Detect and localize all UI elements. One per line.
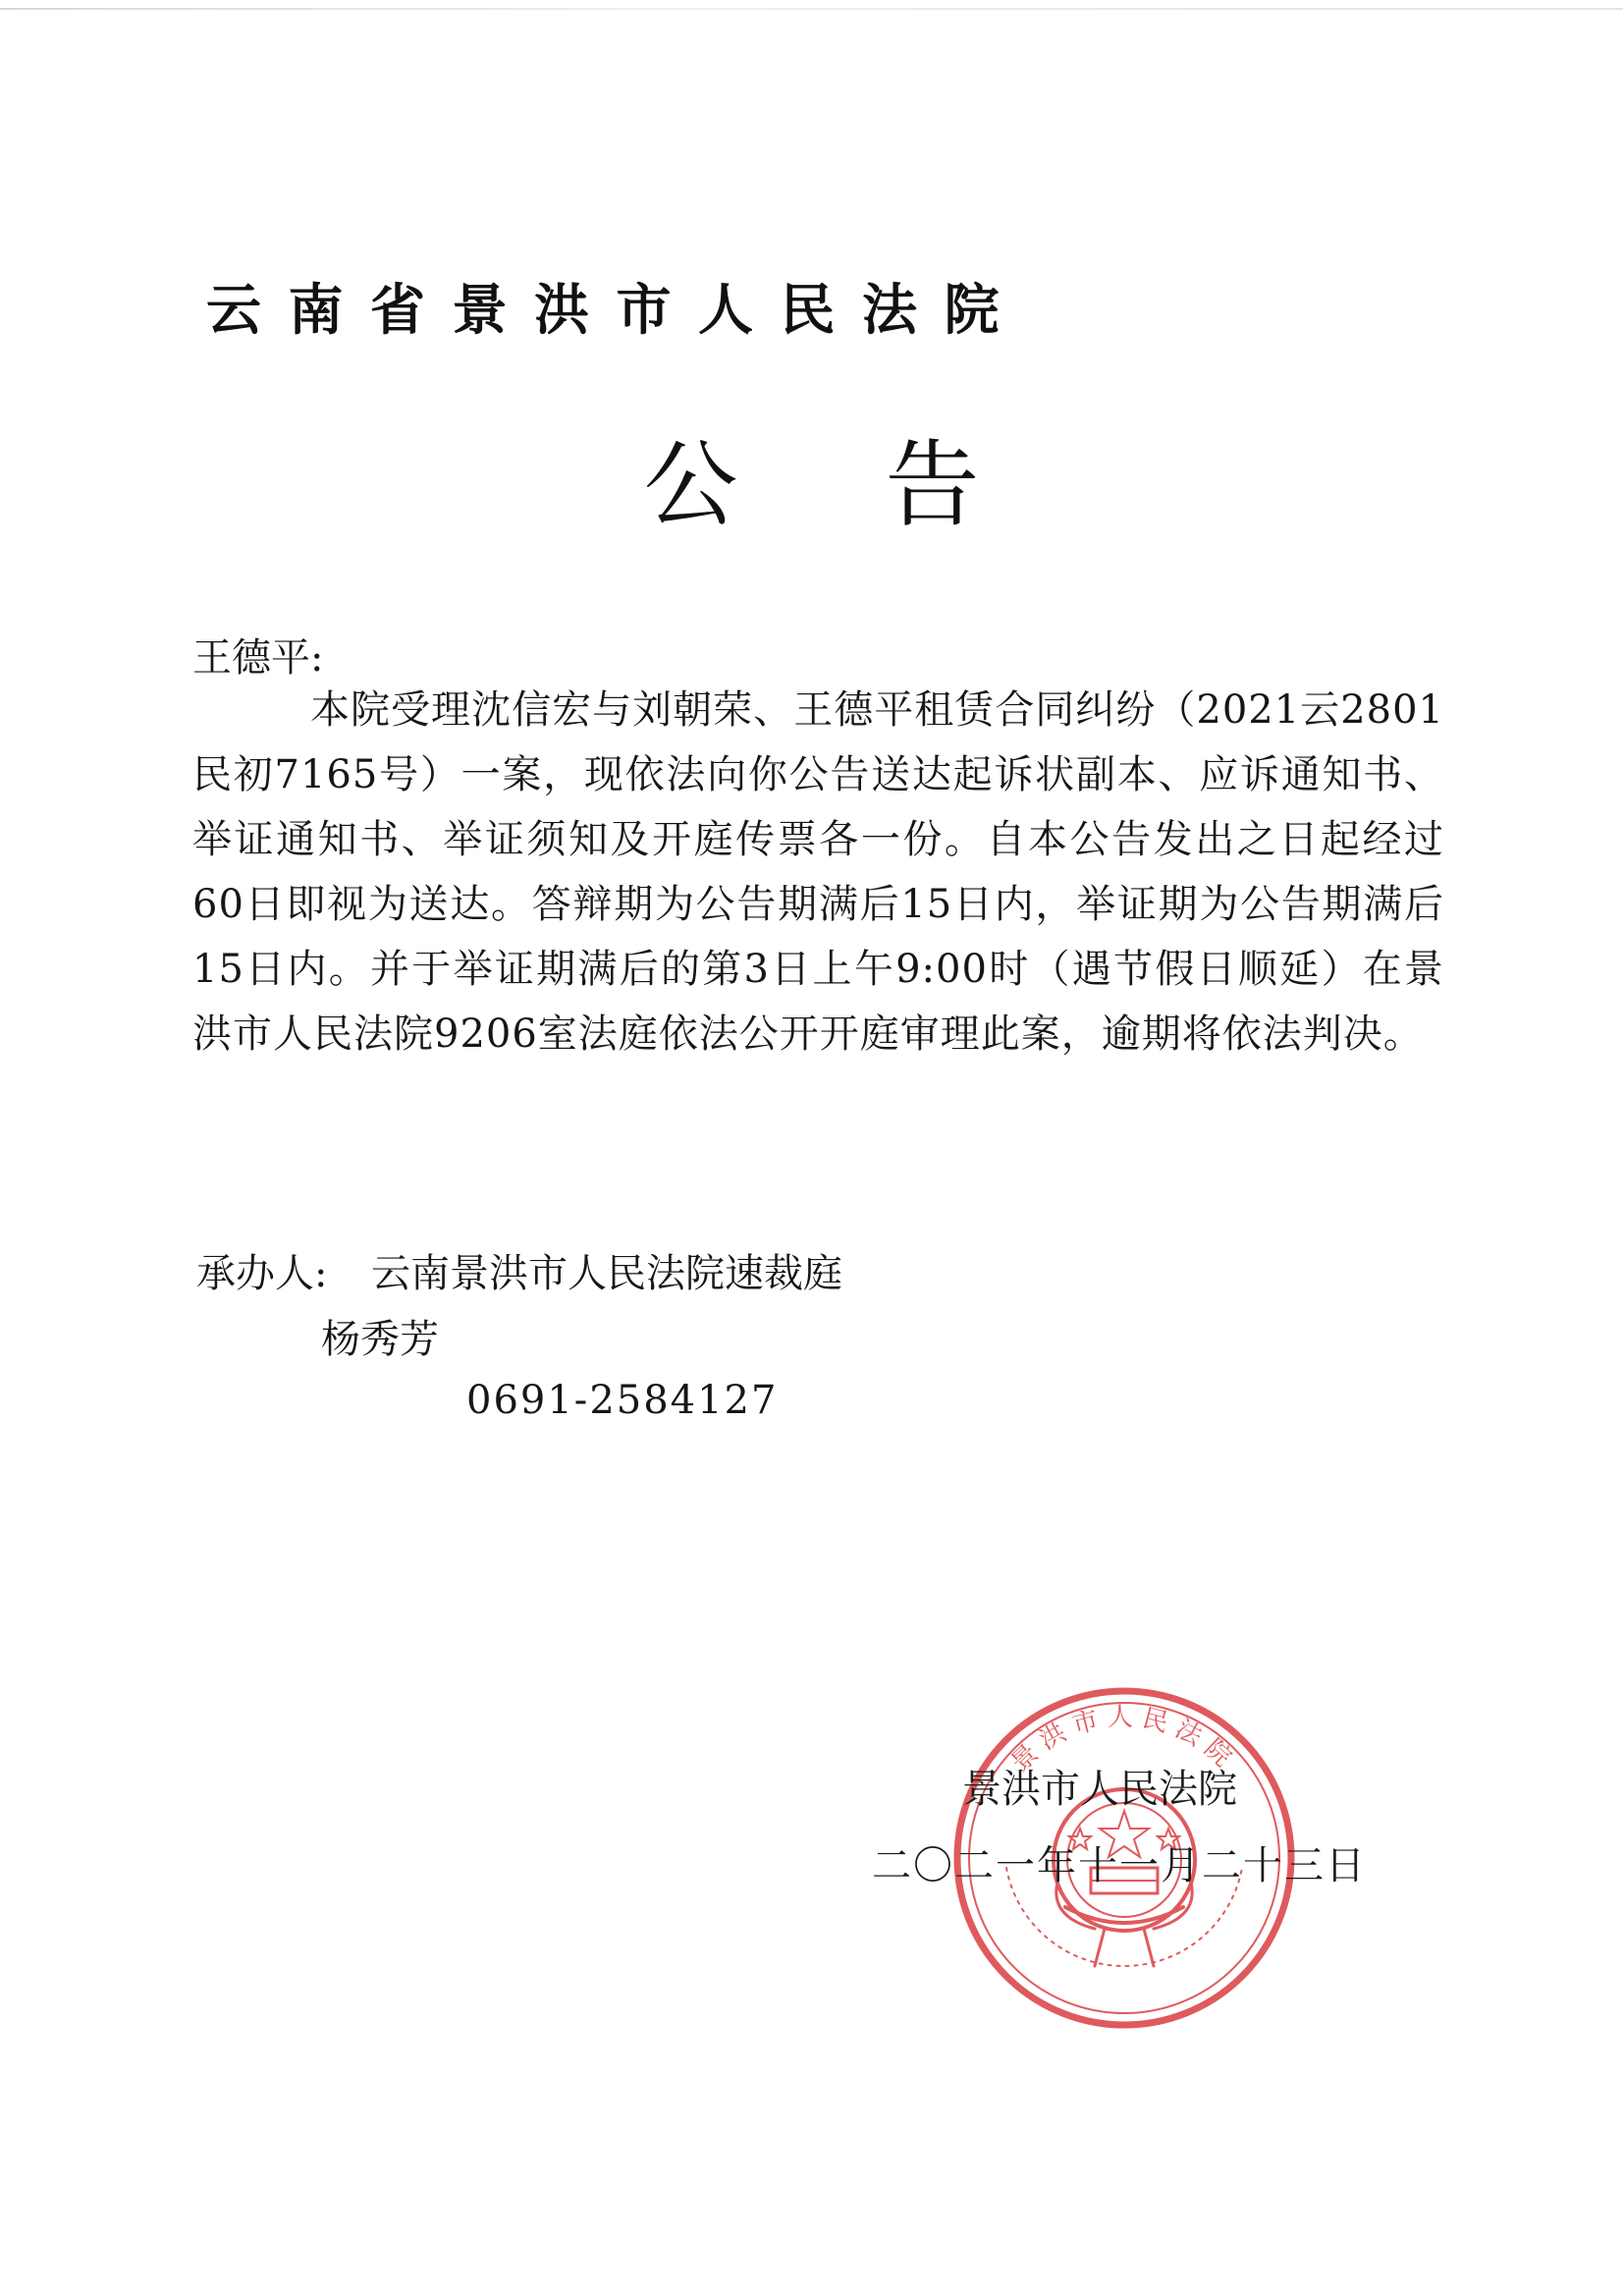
notice-paragraph: 本院受理沈信宏与刘朝荣、王德平租赁合同纠纷（2021云2801民初7165号）一案，现依法向你公告送达起诉状副本、应诉通知书、举证通知书、举证须知及开庭传票各一份。自本公告发出之日起经过60日即视为送达。答辩期为公告期满后15日内，举证期为公告期满后15日内。并于举证期满后的第3日上午9:00时（遇节假日顺延）在景洪市人民法院9206室法庭依法公开开庭审理此案，逾期将依法判决。 bbox=[192, 687, 1444, 1057]
signature-date: 二〇二一年十一月二十三日 bbox=[872, 1843, 1367, 1888]
document-title: 公告 bbox=[643, 430, 1127, 540]
scan-edge bbox=[0, 8, 1623, 10]
handler-phone: 0691-2584127 bbox=[466, 1378, 779, 1423]
handler-label: 承办人: bbox=[196, 1251, 328, 1296]
handler-block bbox=[196, 1242, 842, 1305]
seal-ring-text: 景洪市人民法院 bbox=[1005, 1703, 1243, 1778]
handler-name: 杨秀芳 bbox=[321, 1317, 439, 1362]
court-name-heading: 云 南 省 景 洪 市 人 民 法 院 bbox=[206, 279, 1003, 343]
signature-court: 景洪市人民法院 bbox=[962, 1767, 1237, 1812]
handler-department: 云南景洪市人民法院速裁庭 bbox=[371, 1251, 842, 1296]
addressee: 王德平: bbox=[192, 635, 324, 681]
